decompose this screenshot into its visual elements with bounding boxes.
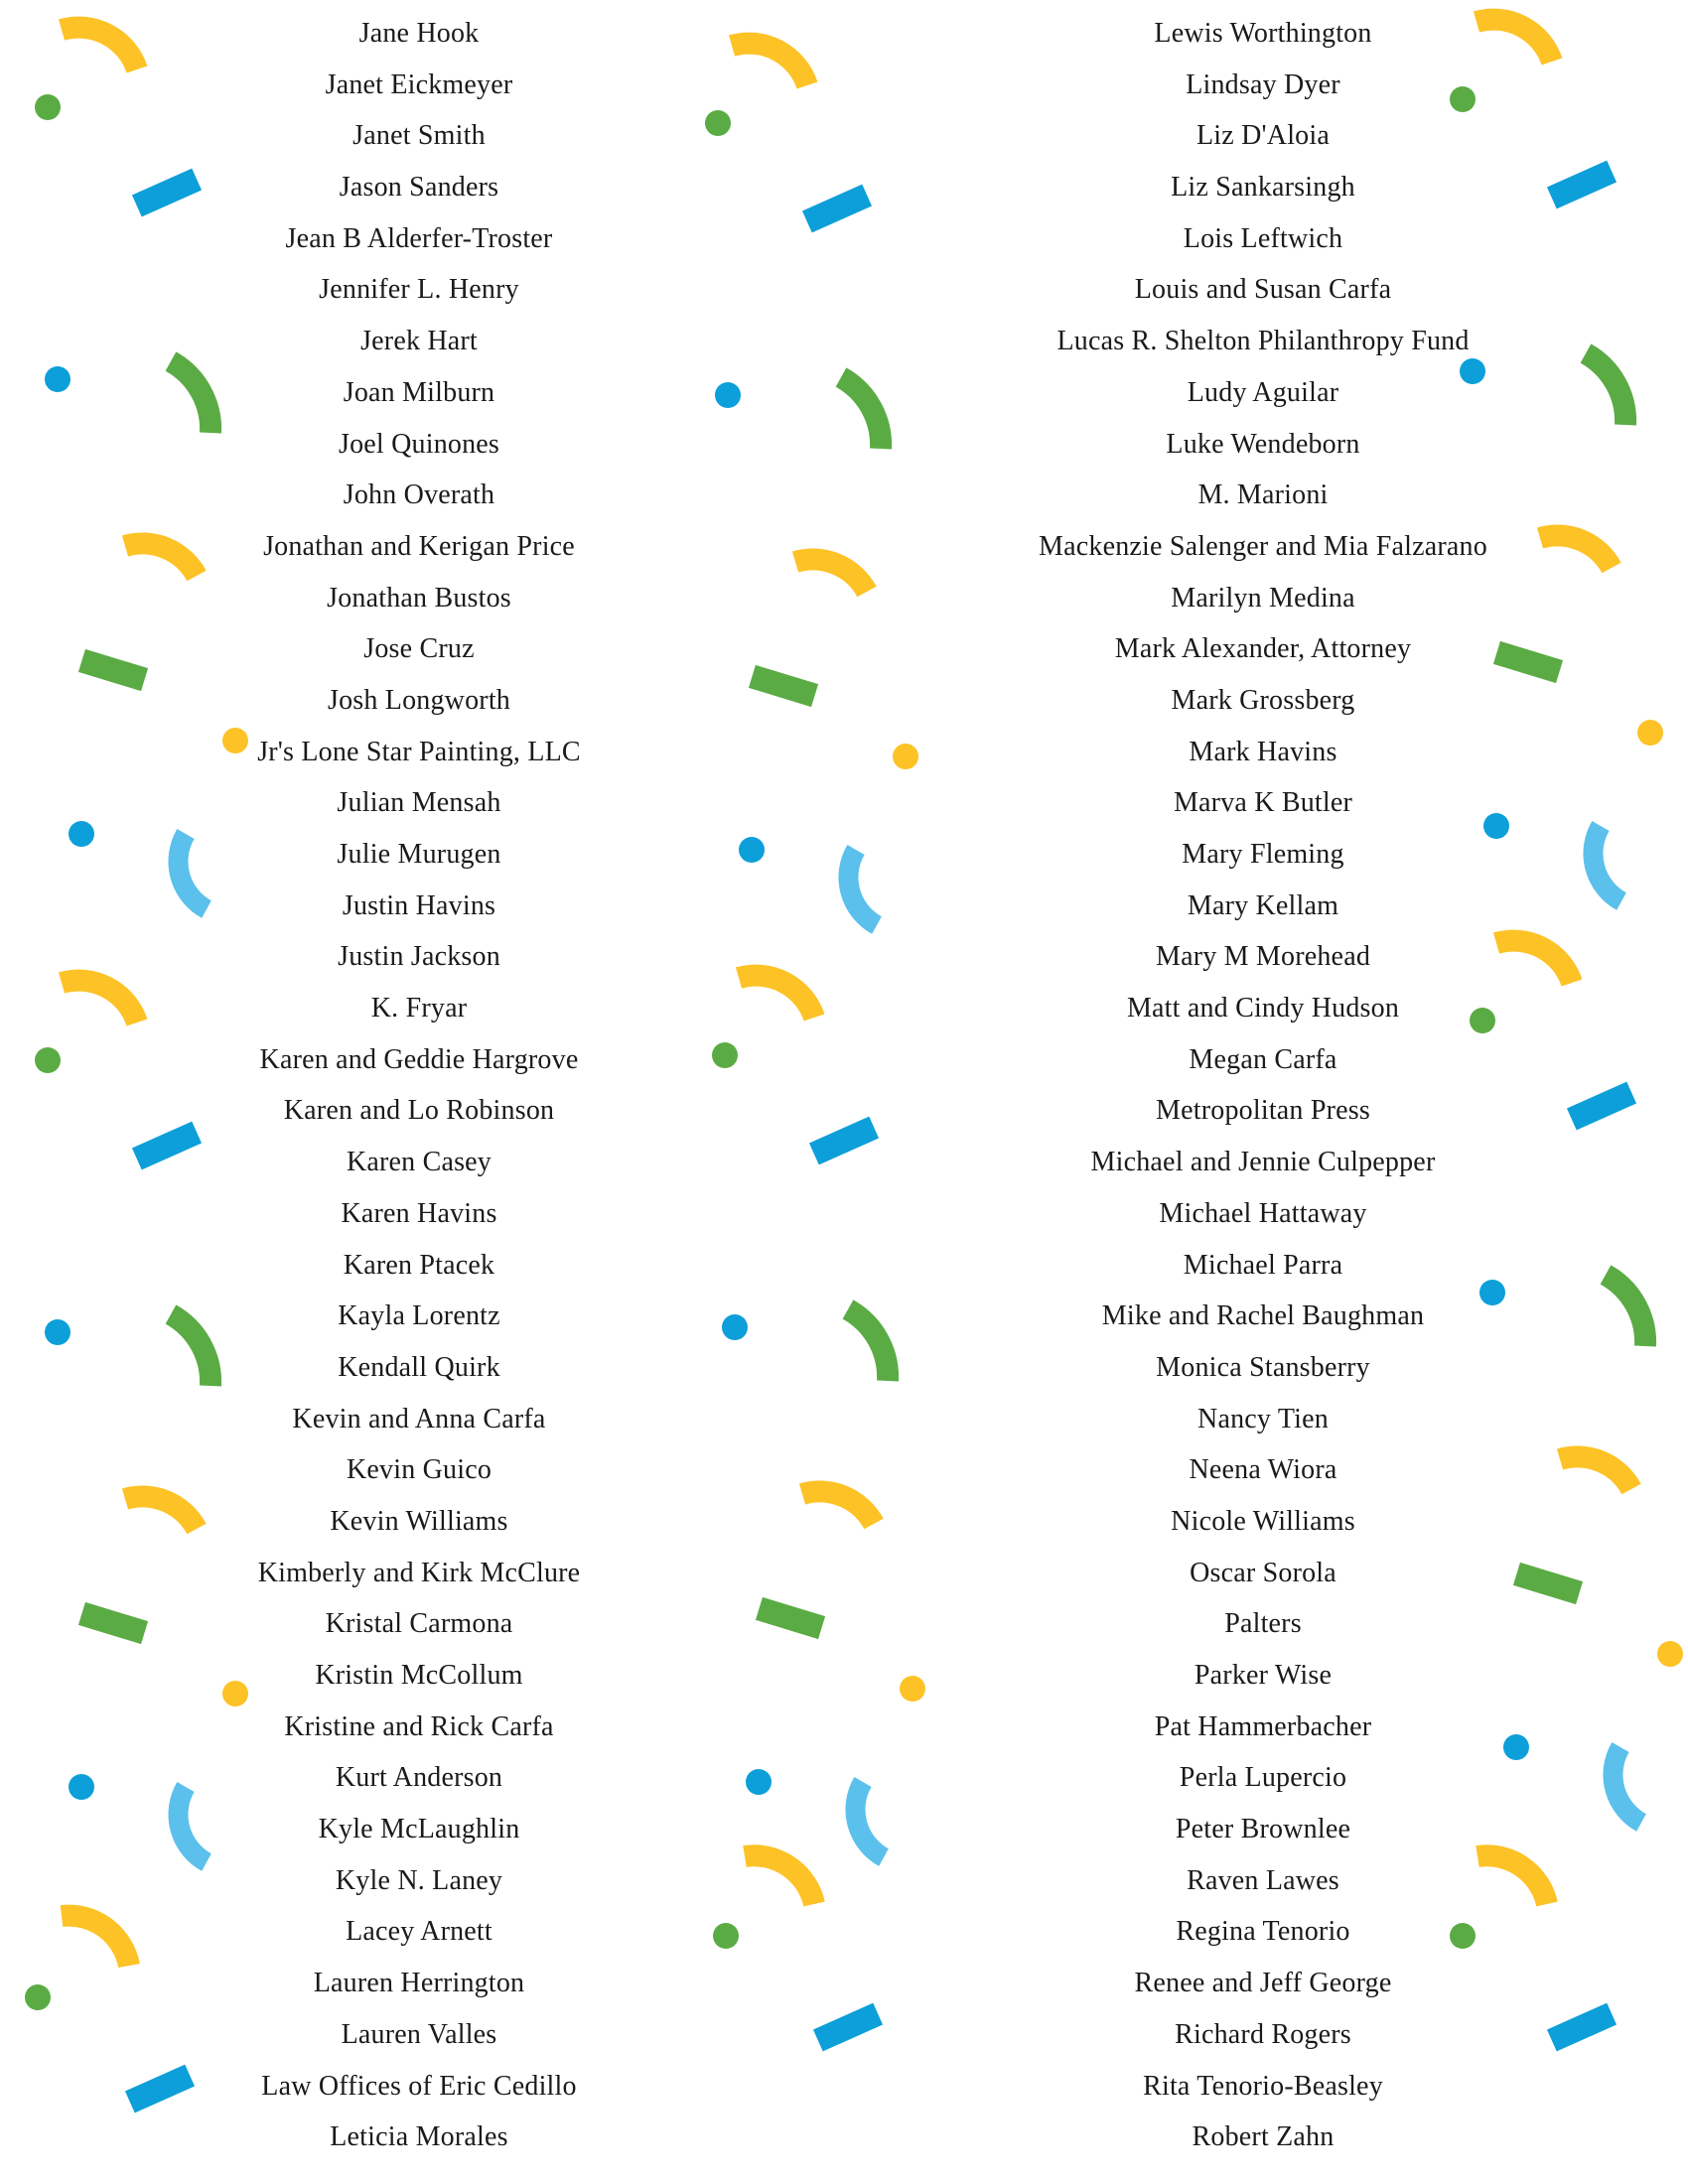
donor-name: Lois Leftwich <box>1183 222 1343 254</box>
donor-name: Jonathan Bustos <box>327 582 511 614</box>
donor-name: Ludy Aguilar <box>1187 376 1339 408</box>
donor-name: Lucas R. Shelton Philanthropy Fund <box>1056 326 1470 357</box>
donor-name: Nancy Tien <box>1197 1403 1329 1434</box>
donor-list-left-column <box>71 12 767 2167</box>
donor-name: Julie Murugen <box>337 839 501 870</box>
donor-name: Kyle McLaughlin <box>318 1814 520 1845</box>
donor-name: Lauren Herrington <box>313 1968 525 1999</box>
donor-name: Marva K Butler <box>1173 787 1353 819</box>
donor-name: Mark Alexander, Attorney <box>1114 633 1412 665</box>
donor-name: Liz D'Aloia <box>1196 120 1330 152</box>
donor-name: Kevin Guico <box>346 1454 492 1486</box>
donor-name: Kristal Carmona <box>325 1608 513 1640</box>
donor-name: Mary Kellam <box>1187 889 1339 921</box>
donor-name: Matt and Cindy Hudson <box>1126 993 1400 1024</box>
donor-name: Lewis Worthington <box>1154 18 1372 49</box>
donor-name: Jose Cruz <box>363 633 475 665</box>
donor-name: Jane Hook <box>358 18 480 49</box>
donor-name: Joan Milburn <box>343 376 495 408</box>
donor-name: Janet Smith <box>352 120 486 152</box>
donor-name: Palters <box>1224 1608 1302 1640</box>
donor-name: Lacey Arnett <box>346 1916 492 1948</box>
donor-name: John Overath <box>343 479 495 511</box>
donor-name: Julian Mensah <box>337 787 501 819</box>
donor-name: Robert Zahn <box>1192 2121 1335 2153</box>
donor-name: Jason Sanders <box>339 172 499 204</box>
donor-name: Lindsay Dyer <box>1186 68 1340 100</box>
donor-name: Mike and Rachel Baughman <box>1101 1300 1425 1332</box>
donor-name: Law Offices of Eric Cedillo <box>261 2070 577 2102</box>
donor-name: Metropolitan Press <box>1156 1095 1370 1127</box>
green-dot-shape <box>25 1984 51 2010</box>
donor-name: Joel Quinones <box>338 428 500 460</box>
donor-name: Mackenzie Salenger and Mia Falzarano <box>1039 530 1487 562</box>
donor-name: K. Fryar <box>370 993 468 1024</box>
donor-name: Mary Fleming <box>1182 839 1344 870</box>
donor-name: Justin Jackson <box>338 941 500 973</box>
donor-name: Karen and Geddie Hargrove <box>259 1043 579 1075</box>
donor-name: Louis and Susan Carfa <box>1134 274 1392 306</box>
donor-name: Karen Ptacek <box>343 1249 495 1281</box>
donor-name: M. Marioni <box>1197 479 1329 511</box>
donor-name: Kimberly and Kirk McClure <box>257 1557 581 1588</box>
donor-name: Josh Longworth <box>327 684 511 716</box>
blue-bar-shape <box>813 2003 883 2052</box>
donor-name: Karen Havins <box>341 1197 497 1229</box>
donor-name: Mark Havins <box>1189 736 1337 767</box>
donor-name: Liz Sankarsingh <box>1171 172 1355 204</box>
donor-name: Michael Hattaway <box>1159 1197 1367 1229</box>
donor-name: Mary M Morehead <box>1155 941 1371 973</box>
donor-name: Kevin and Anna Carfa <box>292 1403 546 1434</box>
donor-name: Michael Parra <box>1183 1249 1343 1281</box>
donor-name: Jerek Hart <box>360 326 478 357</box>
donor-name: Kyle N. Laney <box>335 1864 503 1896</box>
donor-list-right-column <box>915 12 1611 2167</box>
donor-name: Jean B Alderfer-Troster <box>285 222 553 254</box>
donor-name: Karen Casey <box>346 1147 492 1178</box>
donor-name: Jonathan and Kerigan Price <box>263 530 575 562</box>
donor-name: Karen and Lo Robinson <box>283 1095 555 1127</box>
donor-name: Leticia Morales <box>330 2121 508 2153</box>
donor-name: Michael and Jennie Culpepper <box>1090 1147 1436 1178</box>
donor-name: Renee and Jeff George <box>1134 1968 1392 1999</box>
donor-name: Neena Wiora <box>1189 1454 1337 1486</box>
donor-name: Janet Eickmeyer <box>325 68 513 100</box>
donor-name: Regina Tenorio <box>1176 1916 1350 1948</box>
donor-name: Peter Brownlee <box>1175 1814 1351 1845</box>
donor-name: Megan Carfa <box>1189 1043 1337 1075</box>
donor-name: Raven Lawes <box>1187 1864 1339 1896</box>
donor-name: Kurt Anderson <box>335 1762 503 1794</box>
donor-name: Jr's Lone Star Painting, LLC <box>257 736 581 767</box>
donor-name: Nicole Williams <box>1171 1505 1355 1537</box>
donor-name: Marilyn Medina <box>1171 582 1355 614</box>
donor-name: Kevin Williams <box>330 1505 508 1537</box>
donor-name: Kristin McCollum <box>315 1660 523 1691</box>
donor-name: Monica Stansberry <box>1156 1351 1370 1383</box>
donor-name: Kristine and Rick Carfa <box>284 1710 554 1742</box>
donor-name: Kendall Quirk <box>338 1351 500 1383</box>
donor-name: Mark Grossberg <box>1171 684 1355 716</box>
donor-name: Justin Havins <box>342 889 496 921</box>
donor-name: Richard Rogers <box>1175 2018 1351 2050</box>
donor-name: Luke Wendeborn <box>1166 428 1360 460</box>
donor-name: Pat Hammerbacher <box>1154 1710 1372 1742</box>
donor-name: Lauren Valles <box>341 2018 497 2050</box>
donor-name: Parker Wise <box>1194 1660 1333 1691</box>
donor-name: Kayla Lorentz <box>338 1300 500 1332</box>
donor-name: Rita Tenorio-Beasley <box>1143 2070 1383 2102</box>
donor-name: Jennifer L. Henry <box>319 274 519 306</box>
donor-name: Oscar Sorola <box>1190 1557 1336 1588</box>
donor-name: Perla Lupercio <box>1179 1762 1347 1794</box>
